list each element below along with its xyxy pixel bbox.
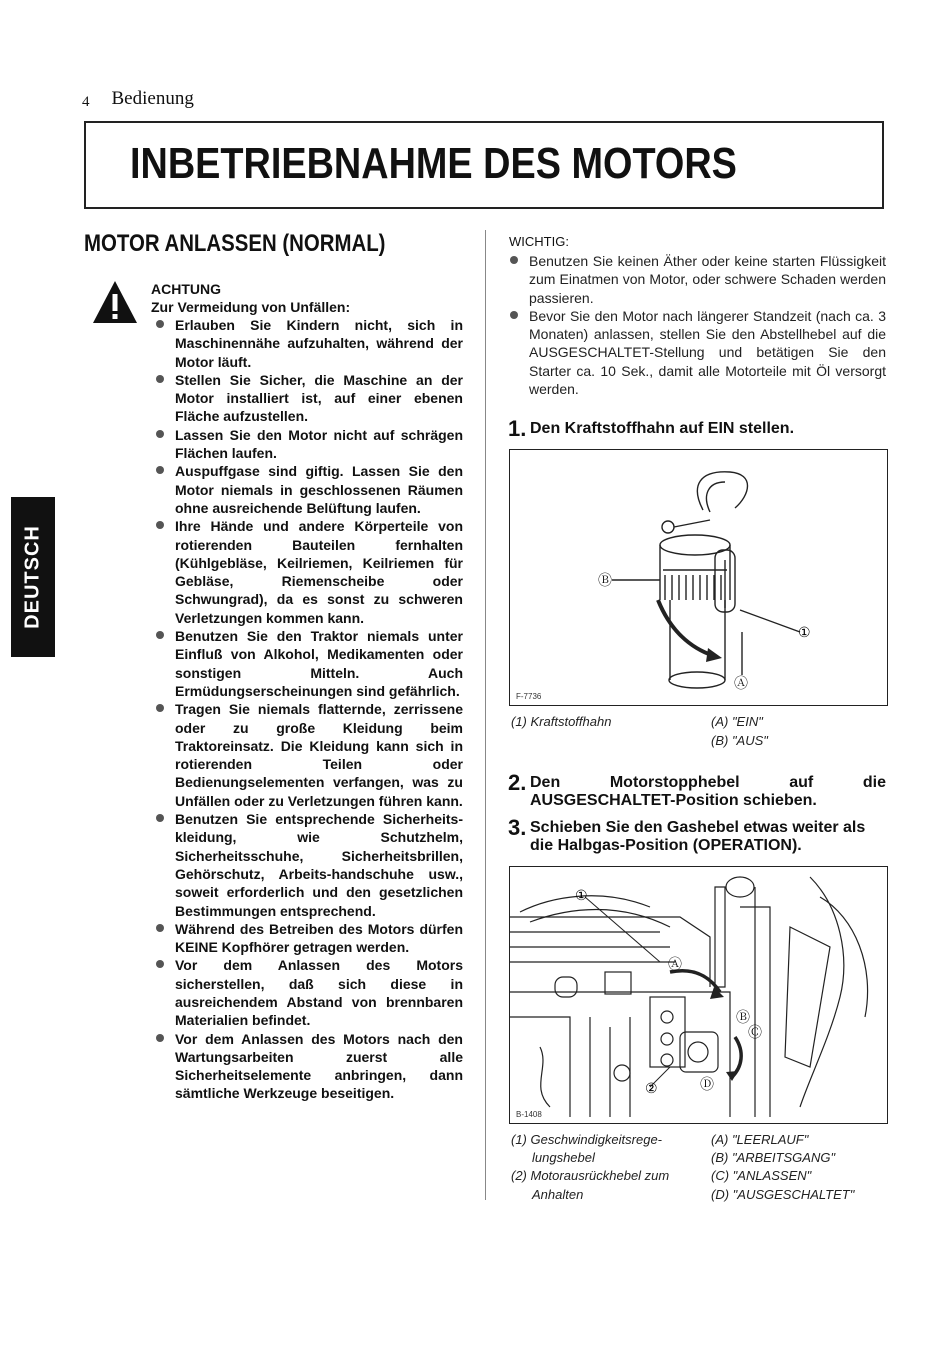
callout-1: ① xyxy=(575,887,588,903)
bullet-icon xyxy=(156,466,164,474)
important-list xyxy=(529,252,886,398)
list-item xyxy=(175,920,463,957)
step-text: Den Kraftstoffhahn auf EIN stellen. xyxy=(530,420,795,437)
callout-c: Ⓒ xyxy=(748,1024,762,1040)
list-item xyxy=(175,462,463,517)
list-item xyxy=(175,810,463,920)
bullet-icon xyxy=(156,521,164,529)
callout-1: ① xyxy=(798,624,811,640)
fuel-cock-illustration xyxy=(510,450,886,704)
list-item-text: Benutzen Sie keinen Äther oder keine starten Flüssigkeit zum Einatmen von Motor, oder schwere Schaden werden passieren. xyxy=(529,253,886,306)
fig2-caption-1b: lungshebel xyxy=(532,1150,595,1165)
list-item-text: Bevor Sie den Motor nach längerer Standzeit (nach ca. 3 Monaten) anlassen, stellen Sie den Abstellhebel auf die AUSGESCHALTET-Stellung und betätigen Sie den Starter ca. 10 Sek., damit alle Motorteile mit Öl versorgt werden. xyxy=(529,307,886,398)
callout-a: Ⓐ xyxy=(668,956,682,972)
page-title: INBETRIEBNAHME DES MOTORS xyxy=(130,139,737,188)
bullet-icon xyxy=(156,924,164,932)
column-divider xyxy=(485,230,486,1200)
step-text: Schieben Sie den Gashebel etwas weiter als die Halbgas-Position (OPERATION). xyxy=(530,819,866,854)
fig1-caption-1: (1) Kraftstoffhahn xyxy=(511,714,612,729)
list-item xyxy=(175,426,463,463)
callout-b: Ⓑ xyxy=(736,1009,750,1025)
figure-code: B-1408 xyxy=(516,1110,542,1119)
list-item xyxy=(529,307,886,398)
title-box xyxy=(84,121,884,209)
important-label: WICHTIG: xyxy=(509,234,569,249)
bullet-icon xyxy=(156,631,164,639)
bullet-icon xyxy=(510,311,518,319)
list-item-text: Lassen Sie den Motor nicht auf schrägen Flächen laufen. xyxy=(175,426,463,462)
fig1-caption-b: (B) "AUS" xyxy=(711,733,768,748)
list-item xyxy=(175,316,463,371)
bullet-icon xyxy=(156,704,164,712)
bullet-icon xyxy=(156,1034,164,1042)
language-side-tab xyxy=(11,497,55,657)
bullet-icon xyxy=(156,375,164,383)
step-number: 3. xyxy=(508,815,527,840)
list-item xyxy=(175,956,463,1029)
fig2-caption-d: (D) "AUSGESCHALTET" xyxy=(711,1187,855,1202)
list-item-text: Auspuffgase sind giftig. Lassen Sie den Motor niemals in geschlossenen Räumen ohne ausreichende Belüftung laufen. xyxy=(175,463,463,516)
bullet-icon xyxy=(156,814,164,822)
list-item-text: Vor dem Anlassen des Motors nach den Wartungsarbeiten zuerst alle Sicherheitselemente anbringen, dann sämtliche Werkzeuge beseitigen. xyxy=(175,1030,463,1102)
fig2-caption-c: (C) "ANLASSEN" xyxy=(711,1168,812,1183)
warning-intro: Zur Vermeidung von Unfällen: xyxy=(151,299,351,315)
list-item-text: Stellen Sie Sicher, die Maschine an der Motor installiert ist, auf einer ebenen Fläche aufzustellen. xyxy=(175,371,463,425)
list-item-text: Während des Betreiben des Motors dürfen KEINE Kopfhörer getragen werden. xyxy=(175,920,463,956)
list-item xyxy=(175,517,463,627)
side-tab-label: DEUTSCH xyxy=(21,525,44,629)
bullet-icon xyxy=(510,256,518,264)
list-item xyxy=(529,252,886,307)
fig2-caption-2b: Anhalten xyxy=(532,1187,584,1202)
list-item xyxy=(175,371,463,426)
step-3 xyxy=(508,815,888,855)
list-item xyxy=(175,1030,463,1103)
step-text: Den Motorstopphebel auf die AUSGESCHALTET-Position schieben. xyxy=(530,774,886,809)
list-item-text: Ihre Hände und andere Körperteile von rotierenden Bauteilen fernhalten (Kühlgebläse, Keilriemen, Keilriemen für Gebläse, Riemenscheibe oder Schwungrad), da es sonst zu schweren Verletzungen kommen kann. xyxy=(175,518,463,626)
fig2-caption-1a: (1) Geschwindigkeitsrege- xyxy=(511,1132,663,1147)
bullet-icon xyxy=(156,430,164,438)
list-item-text: Benutzen Sie den Traktor niemals unter Einfluß von Alkohol, Medikamenten oder sonstigen Mitteln. Auch Ermüdungserscheinungen sind gefährlich. xyxy=(175,628,463,699)
callout-b: Ⓑ xyxy=(598,572,612,588)
fig2-caption-a: (A) "LEERLAUF" xyxy=(711,1132,809,1147)
bullet-icon xyxy=(156,320,164,328)
fuel-cock-figure xyxy=(509,449,888,706)
page-number: 4 xyxy=(82,94,90,110)
speed-lever-figure xyxy=(509,866,888,1124)
step-number: 2. xyxy=(508,770,527,795)
section-name: Bedienung xyxy=(111,88,194,109)
step-2 xyxy=(508,770,888,810)
bullet-icon xyxy=(156,960,164,968)
list-item xyxy=(175,627,463,700)
figure-code: F-7736 xyxy=(516,692,542,701)
fig2-caption-b: (B) "ARBEITSGANG" xyxy=(711,1150,836,1165)
list-item-text: Benutzen Sie entsprechende Sicherheits-kleidung, wie Schutzhelm, Sicherheitsschuhe, Sicherheitsbrillen, Gehörschutz, Arbeits-handschuhe usw., soweit erforderlich und den gesetzlichen Bestimmungen entsprechend. xyxy=(175,811,463,919)
callout-d: Ⓓ xyxy=(700,1076,714,1092)
warning-label: ACHTUNG xyxy=(151,281,221,297)
fig1-caption-a: (A) "EIN" xyxy=(711,714,763,729)
callout-a: Ⓐ xyxy=(734,675,748,691)
callout-2: ② xyxy=(645,1080,658,1096)
list-item-text: Tragen Sie niemals flatternde, zerrissene oder zu große Kleidung beim Traktoreinsatz. Die Kleidung kann sich in rotierenden Teilen oder Bedienungselementen verfangen, was zu Unfällen oder zu Verletzungen führen kann. xyxy=(175,701,463,809)
section-subheading: MOTOR ANLASSEN (NORMAL) xyxy=(84,230,386,257)
warning-triangle-icon xyxy=(92,280,138,324)
step-1 xyxy=(508,416,888,442)
engine-lever-illustration xyxy=(510,867,886,1122)
step-number: 1. xyxy=(508,416,527,441)
list-item-text: Erlauben Sie Kindern nicht, sich in Maschinennähe aufzuhalten, während der Motor läuft. xyxy=(175,317,463,370)
fig2-caption-2a: (2) Motorausrückhebel zum xyxy=(511,1168,670,1183)
page-header xyxy=(82,88,194,111)
warning-list xyxy=(175,316,463,1103)
list-item-text: Vor dem Anlassen des Motors sicherstellen, daß sich diese in ausreichendem Abstand von brennbaren Materialien befindet. xyxy=(175,957,463,1029)
list-item xyxy=(175,700,463,810)
